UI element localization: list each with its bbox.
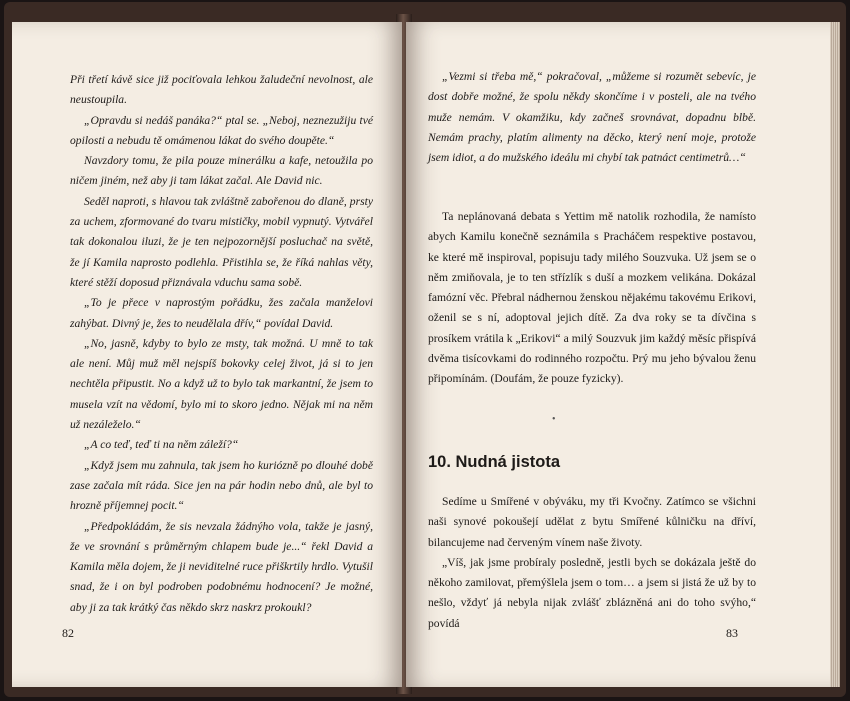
paragraph: Seděl naproti, s hlavou tak zvláštně zabořenou do dlaně, prsty za uchem, zformované do tvaru mističky, mobil vypnutý. Vytvářel tak dokonalou iluzi, že je ten nejpozornější posluchač na světě, že jí Kamila naprosto podlehla. Přistihla se, že říká nahlas věty, které stěží doposud přiznávala vduchu sama sobě. xyxy=(70,194,373,289)
paragraph: Ta neplánovaná debata s Yettim mě natolik rozhodila, že namísto abych Kamilu konečně seznámila s Pracháčem respektive postavou, ke které mě inspiroval, popisuju tady milého Souzvuka. Už jsem se o něm zmiňovala, je to ten střízlík s duší a mozkem velikána. Dokázal famózní věc. Přebral nádhernou ženskou nějakému takovému Erikovi, oženil se s ní, adoptoval jejich dítě. Za dva roky se ta dívčina s prosíkem vrátila k „Erikovi“ a milý Souzvuk jim každý měsíc přispívá dvěma tisícovkami do rodinného rozpočtu. Prý mu jeho bývalou ženu připomínám. (Doufám, že pouze fyzicky). xyxy=(428,210,756,386)
chapter-title: 10. Nudná jistota xyxy=(428,453,561,471)
paragraph: „Víš, jak jsme probíraly posledně, jestli bych se dokázala ještě do někoho zamilovat, přemýšlela jsem o tom… a jsem si jistá že už by to nešlo, vždyť já nebyla nijak zvlášť zblázněná ani do toho svýho,“ povídá xyxy=(428,555,756,630)
paragraph: „Když jsem mu zahnula, tak jsem ho kuriózně po dlouhé době zase začala mít ráda. Sice jen na pár hodin nebo dnů, ale byl to hrozně příjemnej pocit.“ xyxy=(70,458,373,513)
body-text xyxy=(428,207,756,390)
paragraph: Při třetí kávě sice již pociťovala lehkou žaludeční nevolnost, ale neustoupila. xyxy=(70,73,373,107)
left-page-text xyxy=(70,70,373,618)
quote-text xyxy=(428,67,756,168)
chapter-text xyxy=(428,492,756,634)
paragraph: „To je přece v naprostým pořádku, žes začala manželovi zahýbat. Divný je, žes to neudělala dřív,“ povídal David. xyxy=(70,296,373,330)
paragraph: „Předpokládám, že sis nevzala žádnýho vola, takže je jasný, že ve srovnání s průměrným chlapem bude je...“ řekl David a Kamila měla dojem, že ji neviditelné ruce přiškrtily hrdlo. Vytušil snad, že i on byl podroben podobnému hodnocení? Je možné, aby ji za tak krátký čas někdo skrz naskrz prokoukl? xyxy=(70,519,373,614)
page-number: 83 xyxy=(726,626,738,640)
paragraph: „Opravdu si nedáš panáka?“ ptal se. „Neboj, neznezužiju tvé opilosti a nebudu tě omámenou lákat do svého doupěte.“ xyxy=(70,113,373,147)
right-page xyxy=(406,22,830,687)
paragraph: Sedíme u Smířené v obýváku, my tři Kvočny. Zatímco se všichni naši synové pokoušejí udělat z bytu Smířené kůlničku na dříví, bilancujeme nad červeným vínem naše životy. xyxy=(428,495,756,549)
left-page xyxy=(12,22,402,687)
page-number: 82 xyxy=(62,626,74,640)
paragraph: „No, jasně, kdyby to bylo ze msty, tak možná. U mně to tak ale není. Můj muž měl nejspíš bokovky celej život, já si to jen nechtěla připustit. No a když už to bylo tak markantní, že jsem to musela vzít na vědomí, bylo mi to skoro jedno. Nějak mi na něm už nezáleželo.“ xyxy=(70,336,373,432)
paragraph: Navzdory tomu, že pila pouze minerálku a kafe, netoužila po ničem jiném, než aby ji tam lákat začal. Ale David nic. xyxy=(70,154,373,188)
page-edges xyxy=(830,22,840,687)
section-separator: • xyxy=(552,414,556,425)
paragraph: „A co teď, teď ti na něm záleží?“ xyxy=(84,438,239,452)
paragraph: „Vezmi si třeba mě,“ pokračoval, „můžeme si rozumět sebevíc, je dost dobře možné, že spolu někdy skončíme i v posteli, ale na tvého muže nemám. V okamžiku, kdy začneš srovnávat, dopadnu blbě. Nemám prachy, platím alimenty na děcko, který není moje, protože jsem idiot, a do mužského ideálu mi chybí tak patnáct centimetrů…“ xyxy=(428,70,756,165)
